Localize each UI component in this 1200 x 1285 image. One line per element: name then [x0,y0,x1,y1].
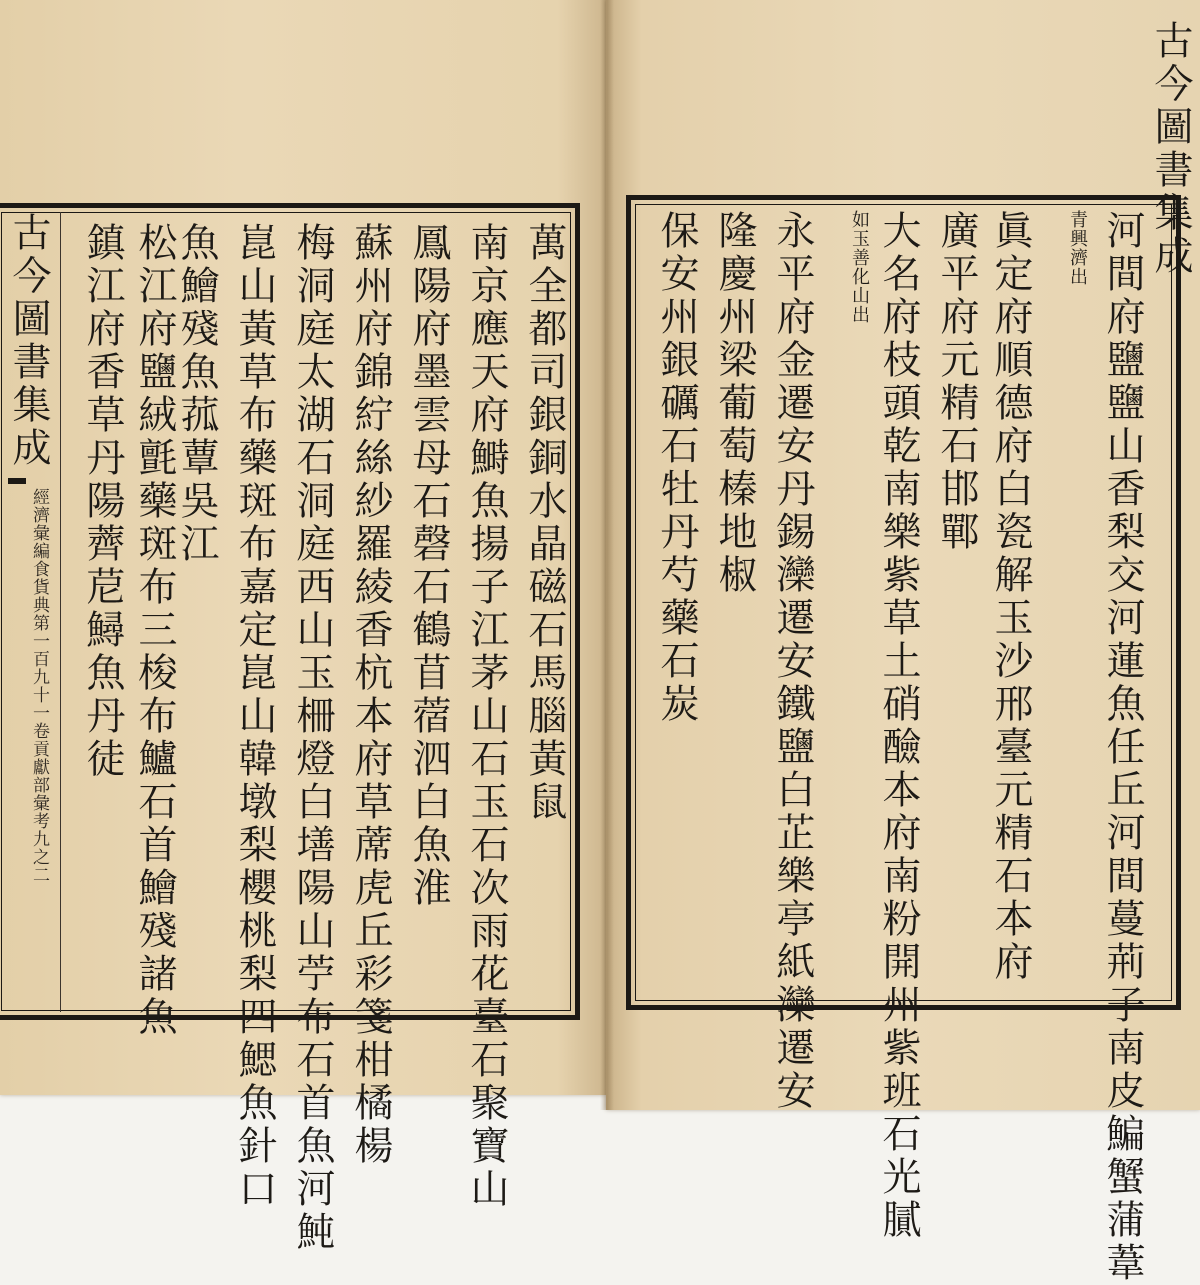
right-text-column-4: 廣平府元精石邯鄲 [934,210,979,554]
left-text-column-7: 魚鱠殘魚菰蕈吳江 [174,222,219,566]
left-text-column-9: 鎮江府香草丹陽薺苨鱘魚丹徒 [80,222,125,781]
left-text-column-4: 蘇州府錦紵絲紗羅綾香杭本府草蓆虎丘彩箋柑橘楊 [348,222,393,1168]
left-text-column-3: 鳳陽府墨雲母石磬石鶴苜蓿泗白魚淮 [406,222,451,910]
right-margin-title: 古今圖書集成 [1148,20,1193,278]
right-text-column-7: 永平府金遷安丹錫灤遷安鐵鹽白芷樂亭紙灤遷安 [770,210,815,1113]
left-text-column-6: 崑山黃草布藥斑布嘉定崑山韓墩梨櫻桃梨四鰓魚針口 [232,222,277,1211]
right-text-column-1: 河間府鹽鹽山香梨交河蓮魚任丘河間蔓荊子南皮鯿蟹蒲葦 [1100,210,1145,1285]
right-text-column-6: 如玉善化山出 [849,210,870,324]
column-rule [60,212,61,1012]
left-text-column-8: 松江府鹽絨氈藥斑布三梭布鱸石首鱠殘諸魚 [132,222,177,1039]
left-margin-subtitle: 經濟彙編食貨典第一百九十一卷貢獻部彙考九之二 [29,488,49,884]
fish-tail-mark [8,478,26,484]
left-text-column-2: 南京應天府鰣魚揚子江茅山石玉石次雨花臺石聚寶山 [464,222,509,1211]
right-text-column-9: 保安州銀礪石牡丹芍藥石炭 [654,210,699,726]
book-gutter [600,0,614,1110]
left-text-column-5: 梅洞庭太湖石洞庭西山玉柵燈白墡陽山苧布石首魚河魨 [290,222,335,1254]
right-text-column-3: 眞定府順德府白瓷解玉沙邢臺元精石本府 [988,210,1033,984]
left-margin-title: 古今圖書集成 [6,212,51,470]
left-page [0,0,606,1254]
right-text-column-5: 大名府枝頭乾南樂紫草土硝醶本府南粉開州紫班石光膩 [876,210,921,1242]
left-text-column-1: 萬全都司銀銅水晶磁石馬腦黃鼠 [522,222,567,824]
right-text-column-8: 隆慶州梁葡萄榛地椒 [712,210,757,597]
right-text-column-2: 青興濟出 [1067,210,1088,286]
